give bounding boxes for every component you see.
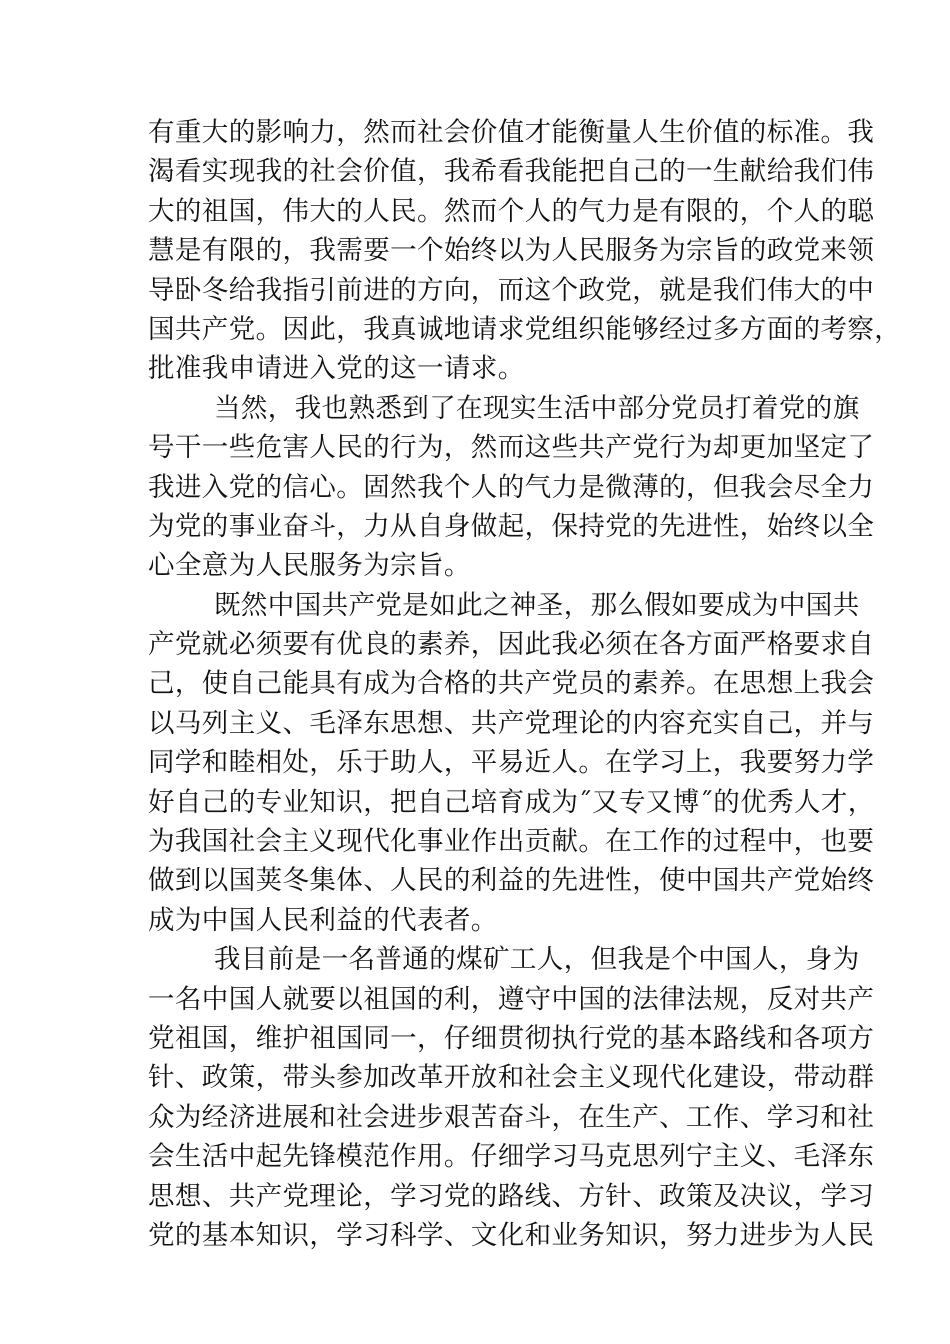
paragraph-first-line: 当然，我也熟悉到了在现实生活中部分党员打着党的旗 xyxy=(214,392,860,424)
body-text xyxy=(148,113,902,1255)
paragraph-first-line: 我目前是一名普通的煤矿工人，但我是个中国人，身为 xyxy=(214,944,860,976)
text-line: 思想、共产党理论，学习党的路线、方针、政策及决议，学习 xyxy=(148,1180,875,1212)
text-line: 为党的事业奋斗，力从自身做起，保持党的先进性，始终以全 xyxy=(148,510,875,542)
text-line: 有重大的影响力，然而社会价值才能衡量人生价值的标准。我 xyxy=(148,117,875,148)
text-line: 党的基本知识，学习科学、文化和业务知识，努力进步为人民 xyxy=(148,1219,875,1251)
text-line: 做到以国荚冬集体、人民的利益的先进性，使中国共产党始终 xyxy=(148,865,875,897)
text-line: 导卧冬给我指引前进的方向，而这个政党，就是我们伟大的中 xyxy=(148,274,875,306)
text-line: 国共产党。因此，我真诚地请求党组织能够经过多方面的考察， xyxy=(148,313,902,345)
text-line: 针、政策，带头参加改革开放和社会主义现代化建设，带动群 xyxy=(148,1062,875,1094)
text-line: 我进入党的信心。固然我个人的气力是微薄的，但我会尽全力 xyxy=(148,471,875,503)
text-line: 为我国社会主义现代化事业作出贡献。在工作的过程中，也要 xyxy=(148,826,875,858)
text-line: 成为中国人民利益的代表者。 xyxy=(148,904,498,936)
text-line: 大的祖国，伟大的人民。然而个人的气力是有限的，个人的聪 xyxy=(148,195,875,227)
text-line: 众为经济进展和社会进步艰苦奋斗，在生产、工作、学习和社 xyxy=(148,1101,875,1133)
text-line: 渴看实现我的社会价值，我希看我能把自己的一生献给我们伟 xyxy=(148,156,875,188)
text-line: 产党就必须要有优良的素养，因此我必须在各方面严格要求自 xyxy=(148,629,875,661)
text-line: 心全意为人民服务为宗旨。 xyxy=(148,550,471,582)
text-line: 好自己的专业知识，把自己培育成为˝又专又博˝的优秀人才， xyxy=(148,786,875,818)
text-line: 会生活中起先锋模范作用。仔细学习马克思列宁主义、毛泽东 xyxy=(148,1141,875,1173)
text-line: 号干一些危害人民的行为，然而这些共产党行为却更加坚定了 xyxy=(148,432,875,464)
text-line: 以马列主义、毛泽东思想、共产党理论的内容充实自己，并与 xyxy=(148,707,875,739)
text-line: 一名中国人就要以祖国的利，遵守中国的法律法规，反对共产 xyxy=(148,983,875,1015)
text-line: 同学和睦相处，乐于助人，平易近人。在学习上，我要努力学 xyxy=(148,747,875,779)
text-line: 党祖国，维护祖国同一，仔细贯彻执行党的基本路线和各项方 xyxy=(148,1022,875,1054)
text-line: 慧是有限的，我需要一个始终以为人民服务为宗旨的政党来领 xyxy=(148,235,875,267)
text-line: 批准我申请进入党的这一请求。 xyxy=(148,353,525,385)
paragraph-first-line: 既然中国共产党是如此之神圣，那么假如要成为中国共 xyxy=(214,589,860,621)
text-line: 己，使自己能具有成为合格的共产党员的素养。在思想上我会 xyxy=(148,668,875,700)
